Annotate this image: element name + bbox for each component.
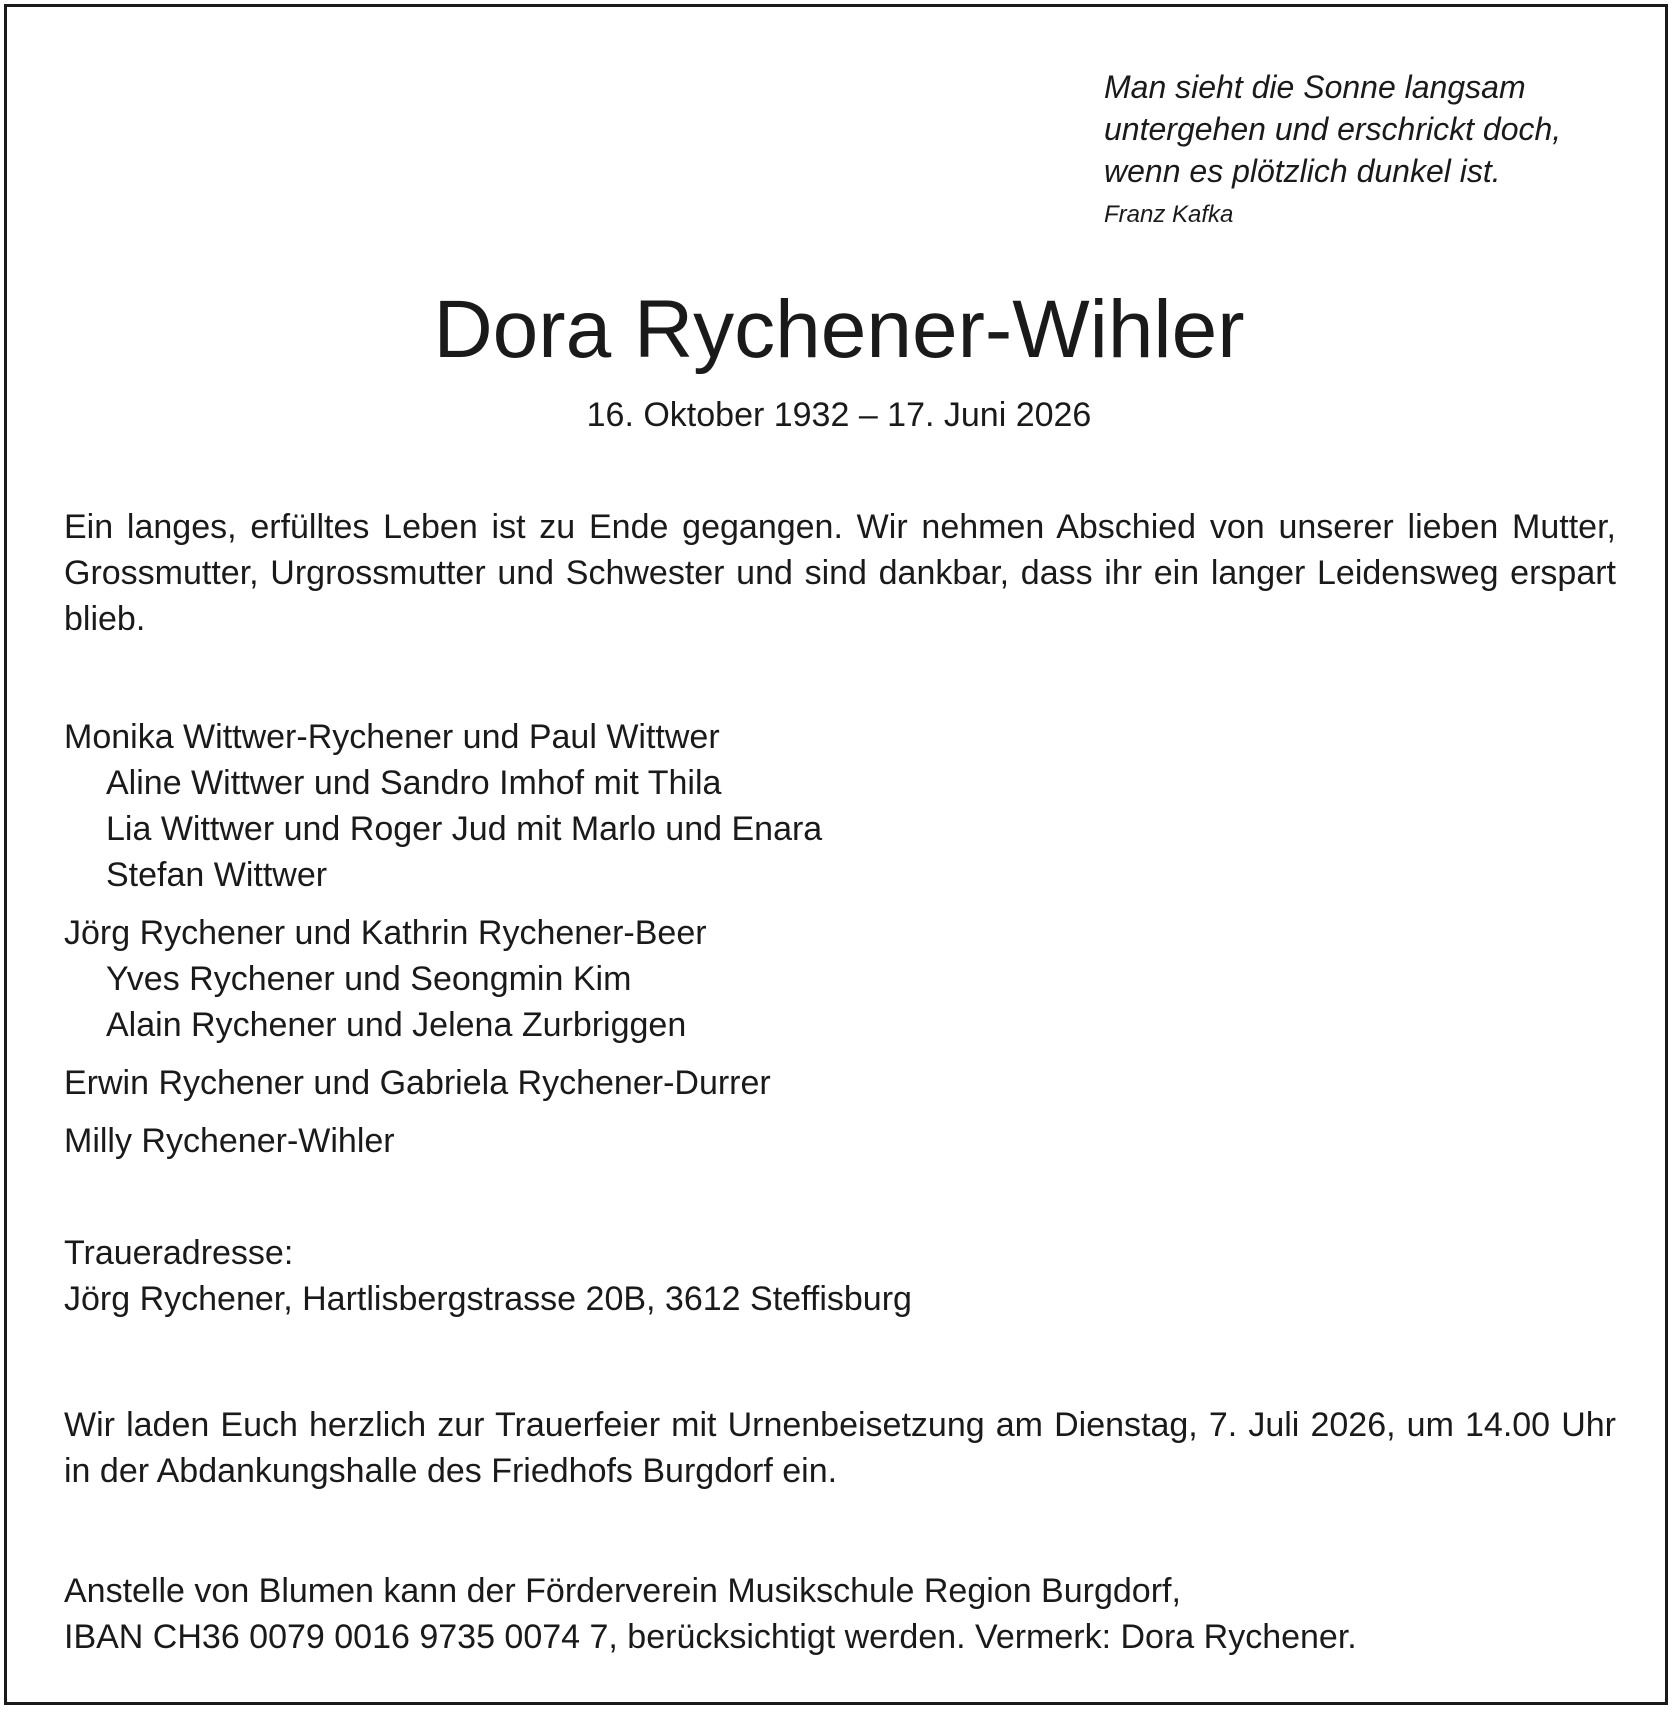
mourning-address <box>64 1230 1616 1322</box>
invitation-paragraph: Wir laden Euch herzlich zur Trauerfeier mit Urnenbeisetzung am Dienstag, 7. Juli 2026, um 14.00 Uhr in der Abdankungshalle des Friedhofs Burgdorf ein. <box>64 1406 1616 1490</box>
family-group <box>64 714 1616 898</box>
family-head: Monika Wittwer-Rychener und Paul Wittwer <box>64 718 720 756</box>
family-group <box>64 1118 1616 1164</box>
quote-line: wenn es plötzlich dunkel ist. <box>1104 153 1501 189</box>
address-value: Jörg Rychener, Hartlisbergstrasse 20B, 3612 Steffisburg <box>64 1280 912 1318</box>
quote-author: Franz Kafka <box>1104 201 1234 228</box>
epigraph-quote <box>1104 66 1561 230</box>
family-member: Stefan Wittwer <box>106 856 328 894</box>
donation-paragraph <box>64 1568 1616 1660</box>
donation-line: IBAN CH36 0079 0016 9735 0074 7, berücksichtigt werden. Vermerk: Dora Rychener. <box>64 1618 1357 1656</box>
family-head: Jörg Rychener und Kathrin Rychener-Beer <box>64 914 707 952</box>
family-member: Yves Rychener und Seongmin Kim <box>106 960 632 998</box>
address-label: Traueradresse: <box>64 1234 294 1272</box>
family-member: Alain Rychener und Jelena Zurbriggen <box>106 1006 687 1044</box>
life-dates: 16. Oktober 1932 – 17. Juni 2026 <box>586 396 1092 434</box>
quote-line: untergehen und erschrickt doch, <box>1104 111 1562 147</box>
deceased-name: Dora Rychener-Wihler <box>433 284 1245 375</box>
family-group <box>64 910 1616 1048</box>
quote-line: Man sieht die Sonne langsam <box>1104 69 1526 105</box>
family-member: Lia Wittwer und Roger Jud mit Marlo und Enara <box>106 810 823 848</box>
intro-paragraph: Ein langes, erfülltes Leben ist zu Ende gegangen. Wir nehmen Abschied von unserer lieben Mutter, Grossmutter, Urgrossmutter und Schwester und sind dankbar, dass ihr ein langer Leidensweg erspart blieb. <box>64 508 1616 638</box>
donation-line: Anstelle von Blumen kann der Förderverein Musikschule Region Burgdorf, <box>64 1572 1181 1610</box>
family-group <box>64 1060 1616 1106</box>
family-list <box>64 714 1616 1176</box>
family-member: Aline Wittwer und Sandro Imhof mit Thila <box>106 764 722 802</box>
family-head: Erwin Rychener und Gabriela Rychener-Durrer <box>64 1064 771 1102</box>
family-head: Milly Rychener-Wihler <box>64 1122 395 1160</box>
